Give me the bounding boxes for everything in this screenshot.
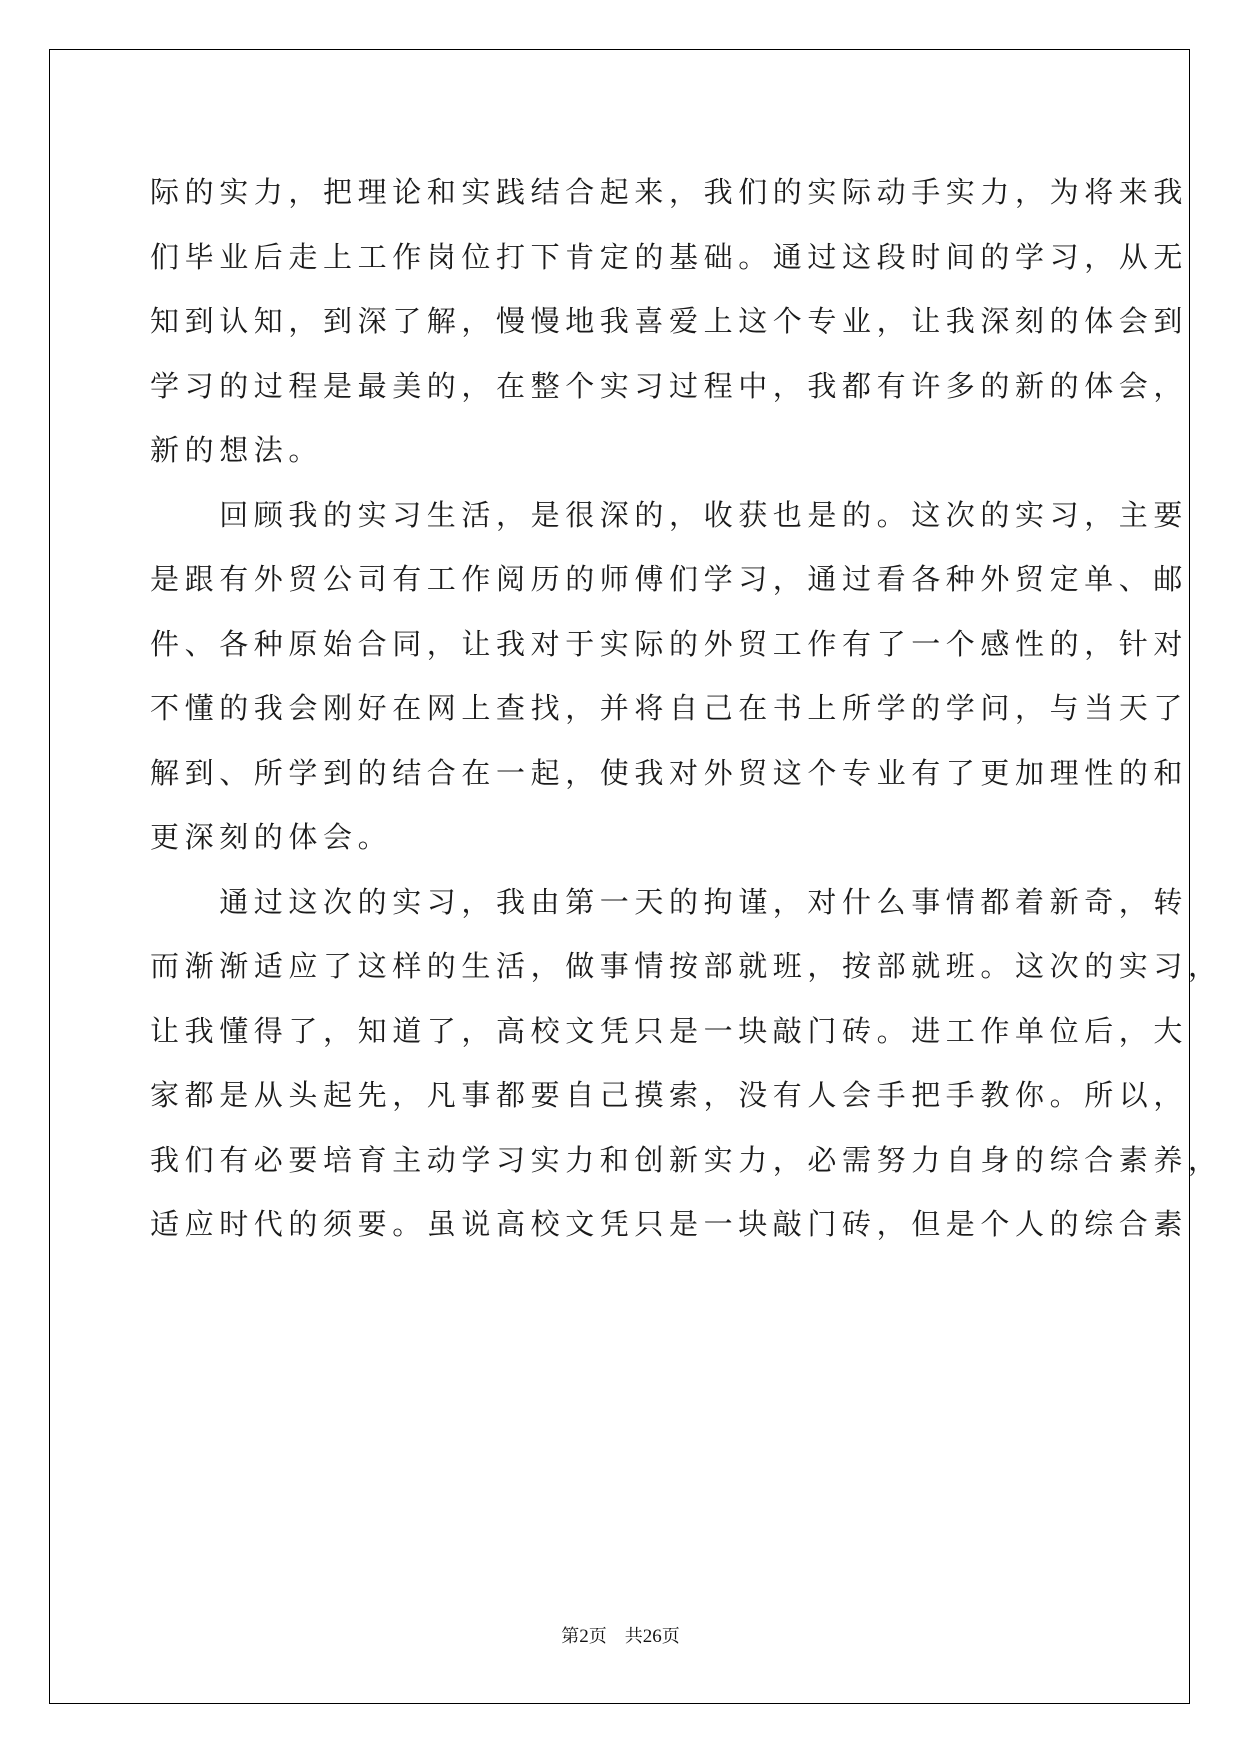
page-footer <box>0 1625 1241 1649</box>
text-line: 件、各种原始合同，让我对于实际的外贸工作有了一个感性的，针对 <box>150 626 1189 661</box>
text-line: 更深刻的体会。 <box>150 820 393 854</box>
text-line: 学习的过程是最美的，在整个实习过程中，我都有许多的新的体会， <box>150 368 1189 403</box>
page-number-suffix: 页 <box>661 1626 680 1647</box>
text-line: 适应时代的须要。虽说高校文凭只是一块敲门砖，但是个人的综合素 <box>150 1207 1189 1241</box>
page-number-total: 26 <box>642 1626 662 1647</box>
text-line: 解到、所学到的结合在一起，使我对外贸这个专业有了更加理性的和 <box>150 755 1189 790</box>
text-line: 我们有必要培育主动学习实力和创新实力，必需努力自身的综合素养， <box>150 1142 1223 1177</box>
text-line: 回顾我的实习生活，是很深的，收获也是的。这次的实习，主要 <box>150 497 1189 532</box>
page-number-current: 2 <box>579 1626 589 1647</box>
text-line: 知到认知，到深了解，慢慢地我喜爱上这个专业，让我深刻的体会到 <box>150 304 1189 338</box>
page-number-prefix: 第 <box>561 1626 580 1647</box>
text-line: 通过这次的实习，我由第一天的拘谨，对什么事情都着新奇，转 <box>150 884 1189 919</box>
text-line: 新的想法。 <box>150 433 324 467</box>
text-line: 际的实力，把理论和实践结合起来，我们的实际动手实力，为将来我 <box>150 175 1189 209</box>
text-line: 让我懂得了，知道了，高校文凭只是一块敲门砖。进工作单位后，大 <box>150 1013 1189 1048</box>
text-line: 家都是从头起先，凡事都要自己摸索，没有人会手把手教你。所以， <box>150 1078 1189 1112</box>
text-line: 是跟有外贸公司有工作阅历的师傅们学习，通过看各种外贸定单、邮 <box>150 562 1189 596</box>
text-line: 而渐渐适应了这样的生活，做事情按部就班，按部就班。这次的实习， <box>150 949 1223 983</box>
text-line: 们毕业后走上工作岗位打下肯定的基础。通过这段时间的学习，从无 <box>150 239 1189 274</box>
text-line: 不懂的我会刚好在网上查找，并将自己在书上所学的学问，与当天了 <box>150 691 1189 725</box>
document-body <box>150 160 1223 1257</box>
page-number-mid: 页 共 <box>588 1626 643 1647</box>
